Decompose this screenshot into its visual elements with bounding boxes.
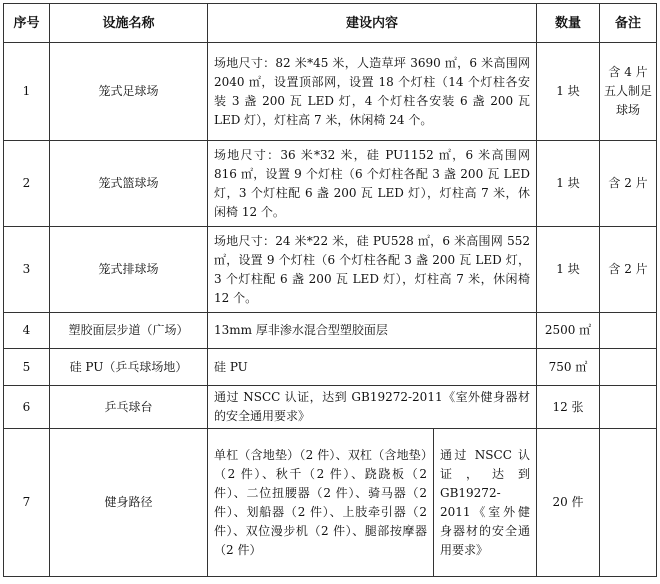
row-seq: 5 <box>4 349 50 386</box>
table-row <box>4 141 657 227</box>
row-remark <box>600 349 657 386</box>
row-seq: 2 <box>4 141 50 227</box>
row-qty: 20 件 <box>537 429 600 577</box>
table-row <box>4 43 657 141</box>
row-qty: 12 张 <box>537 386 600 429</box>
table-row <box>4 349 657 386</box>
row-remark: 含 4 片五人制足球场 <box>600 43 657 141</box>
row-content: 场地尺寸：36 米*32 米，硅 PU1152 ㎡，6 米高围网 816 ㎡，设置 9 个灯柱（6 个灯柱各配 3 盏 200 瓦 LED 灯，3 个灯柱配 6 盏 200 瓦 LED 灯），灯柱高 7 米，休闲椅 12 个。 <box>208 141 537 227</box>
row-remark: 含 2 片 <box>600 141 657 227</box>
row-content: 场地尺寸：24 米*22 米，硅 PU528 ㎡，6 米高围网 552 ㎡，设置 9 个灯柱（6 个灯柱各配 3 盏 200 瓦 LED 灯，3 个灯柱配 6 盏 200 瓦 LED 灯），灯柱高 7 米，休闲椅 12 个。 <box>208 227 537 313</box>
header-seq: 序号 <box>4 4 50 43</box>
header-qty: 数量 <box>537 4 600 43</box>
row-seq: 1 <box>4 43 50 141</box>
row-remark <box>600 386 657 429</box>
row-content: 13mm 厚非渗水混合型塑胶面层 <box>208 313 537 349</box>
header-name: 设施名称 <box>50 4 208 43</box>
row-qty: 1 块 <box>537 141 600 227</box>
row-content: 硅 PU <box>208 349 537 386</box>
row-content: 场地尺寸：82 米*45 米，人造草坪 3690 ㎡，6 米高围网 2040 ㎡，设置顶部网，设置 18 个灯柱（14 个灯柱各安装 3 盏 200 瓦 LED 灯，4 个灯柱各安装 6 盏 200 瓦 LED 灯），灯柱高 7 米，休闲椅 24 个。 <box>208 43 537 141</box>
row-remark: 含 2 片 <box>600 227 657 313</box>
row-certification-note: 通过 NSCC 认证，达到 GB19272-2011《室外健身器材的安全通用要求》 <box>434 429 537 577</box>
row-name: 笼式足球场 <box>50 43 208 141</box>
row-seq: 4 <box>4 313 50 349</box>
row-name: 笼式篮球场 <box>50 141 208 227</box>
row-remark <box>600 429 657 577</box>
table-row <box>4 313 657 349</box>
row-name: 硅 PU（乒乓球场地） <box>50 349 208 386</box>
table-row <box>4 429 657 577</box>
table-row <box>4 227 657 313</box>
row-seq: 7 <box>4 429 50 577</box>
row-qty: 1 块 <box>537 43 600 141</box>
row-remark <box>600 313 657 349</box>
row-content: 单杠（含地垫）（2 件）、双杠（含地垫）（2 件）、秋千（2 件）、跷跷板（2 件）、二位扭腰器（2 件）、骑马器（2 件）、划船器（2 件）、上肢牵引器（2 件）、双位漫步机（2 件）、腿部按摩器（2 件） <box>208 429 434 577</box>
row-name: 乒乓球台 <box>50 386 208 429</box>
row-qty: 750 ㎡ <box>537 349 600 386</box>
row-name: 健身路径 <box>50 429 208 577</box>
header-remark: 备注 <box>600 4 657 43</box>
row-content: 通过 NSCC 认证，达到 GB19272-2011《室外健身器材的安全通用要求》 <box>208 386 537 429</box>
table-row <box>4 386 657 429</box>
row-name: 塑胶面层步道（广场） <box>50 313 208 349</box>
row-name: 笼式排球场 <box>50 227 208 313</box>
row-qty: 2500 ㎡ <box>537 313 600 349</box>
header-content: 建设内容 <box>208 4 537 43</box>
row-qty: 1 块 <box>537 227 600 313</box>
facility-table <box>3 3 657 577</box>
header-row <box>4 4 657 43</box>
row-seq: 3 <box>4 227 50 313</box>
row-seq: 6 <box>4 386 50 429</box>
